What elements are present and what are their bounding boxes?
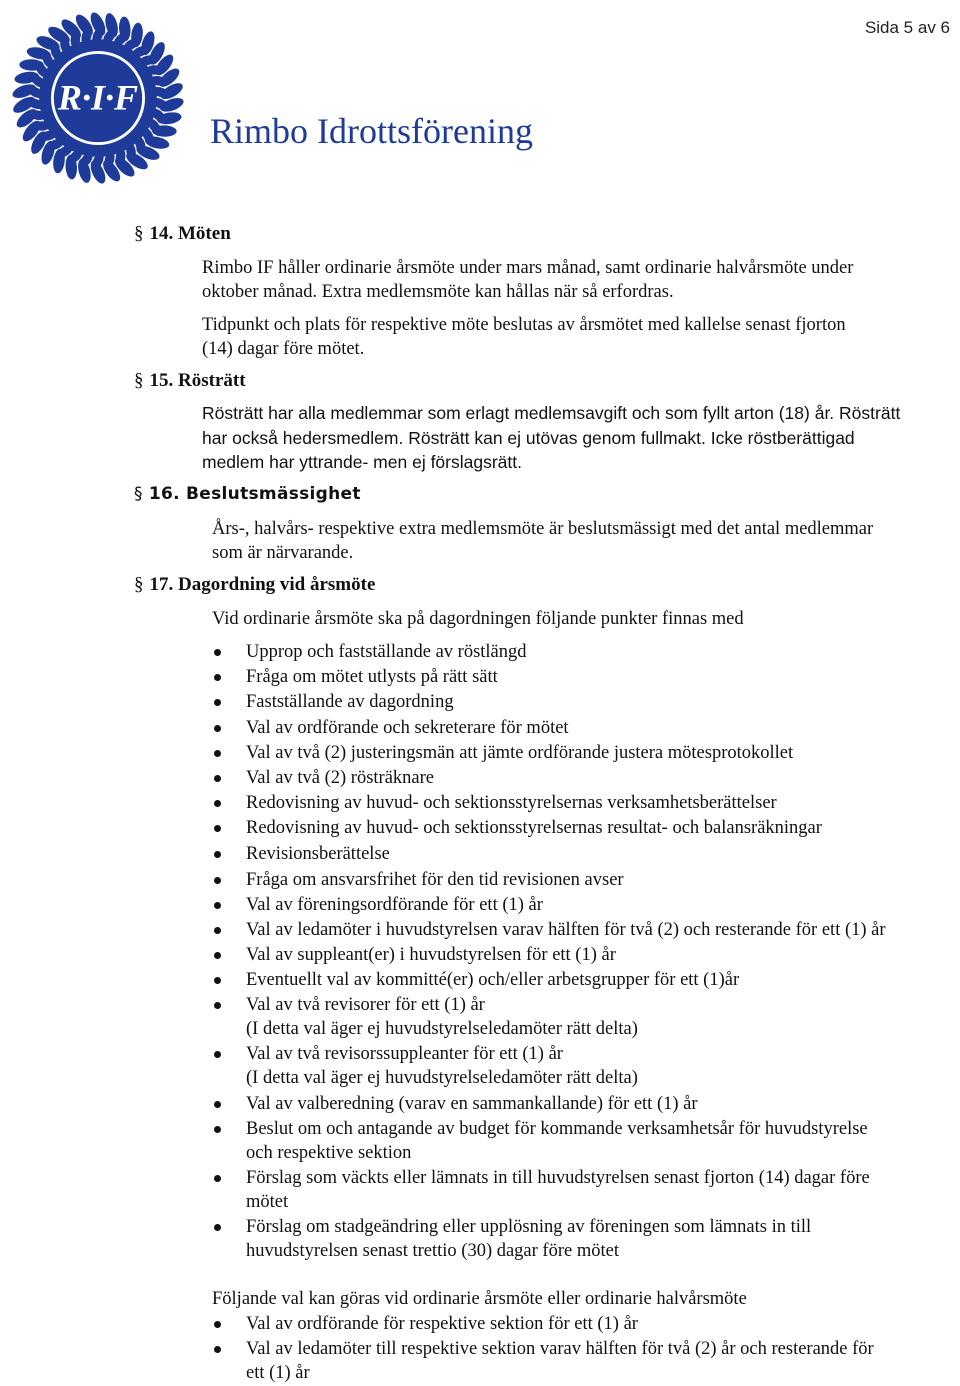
list-item: Val av två (2) rösträknare <box>246 766 434 790</box>
list-item: Revisionsberättelse <box>246 842 390 866</box>
section-17-heading: § 17. Dagordning vid årsmöte <box>134 574 376 595</box>
list-item-continuation: (I detta val äger ej huvudstyrelseledamöter rätt delta) <box>246 1019 638 1039</box>
list-item: Beslut om och antagande av budget för kommande verksamhetsår för huvudstyrelse <box>246 1117 868 1141</box>
bullet-icon <box>214 851 221 858</box>
club-logo <box>3 3 193 193</box>
list-item: Val av två revisorer för ett (1) år <box>246 993 485 1017</box>
section-14-heading: § 14. Möten <box>134 223 231 244</box>
section-16-paragraph: Års-, halvårs- respektive extra medlemsmöte är beslutsmässigt med det antal medlemmar som är närvarande. <box>212 519 874 563</box>
bullet-icon <box>214 825 221 832</box>
page-number: Sida 5 av 6 <box>864 18 950 37</box>
list-item: Redovisning av huvud- och sektionsstyrelsernas verksamhetsberättelser <box>246 791 777 815</box>
list-item: Fastställande av dagordning <box>246 690 454 714</box>
bullet-icon <box>214 750 221 757</box>
list-item-continuation: huvudstyrelsen senast trettio (30) dagar före mötet <box>246 1241 619 1261</box>
bullet-icon <box>214 649 221 656</box>
section-14-paragraph-1: Rimbo IF håller ordinarie årsmöte under mars månad, samt ordinarie halvårsmöte under oktober månad. Extra medlemsmöte kan hållas när så erfordras. <box>202 258 854 302</box>
section-symbol: § <box>134 223 144 244</box>
bullet-icon <box>214 674 221 681</box>
bullet-icon <box>214 927 221 934</box>
org-title: Rimbo Idrottsförening <box>210 111 533 151</box>
section-15-paragraph: Rösträtt har alla medlemmar som erlagt medlemsavgift och som fyllt arton (18) år. Rösträtt har också hedersmedlem. Rösträtt kan ej utövas genom fullmakt. Icke röstberättigad medlem har yttrande- men ej förslagsrätt. <box>202 403 901 472</box>
bullet-icon <box>214 699 221 706</box>
list-item-continuation: och respektive sektion <box>246 1143 412 1163</box>
list-item: Upprop och fastställande av röstlängd <box>246 640 527 664</box>
list-item: Förslag om stadgeändring eller upplösning av föreningen som lämnats in till <box>246 1215 811 1239</box>
bullet-icon <box>214 1175 221 1182</box>
bullet-icon <box>214 1346 221 1353</box>
list-item: Val av ordförande och sekreterare för mötet <box>246 716 569 740</box>
bullet-icon <box>214 1002 221 1009</box>
bullet-icon <box>214 725 221 732</box>
list-item: Förslag som väckts eller lämnats in till huvudstyrelsen senast fjorton (14) dagar före <box>246 1166 870 1190</box>
list-item: Val av valberedning (varav en sammankallande) för ett (1) år <box>246 1092 698 1116</box>
bullet-icon <box>214 1224 221 1231</box>
list-item: Val av ledamöter till respektive sektion varav hälften för två (2) år och resterande för <box>246 1337 874 1361</box>
bullet-icon <box>214 800 221 807</box>
list-item: Val av två revisorssuppleanter för ett (1) år <box>246 1042 563 1066</box>
list-item: Fråga om mötet utlysts på rätt sätt <box>246 665 498 689</box>
bullet-icon <box>214 877 221 884</box>
list-item: Val av ordförande för respektive sektion för ett (1) år <box>246 1312 638 1336</box>
bullet-icon <box>214 775 221 782</box>
bullet-icon <box>214 1321 221 1328</box>
extra-elections-intro: Följande val kan göras vid ordinarie årsmöte eller ordinarie halvårsmöte <box>212 1289 747 1309</box>
section-17-intro: Vid ordinarie årsmöte ska på dagordningen följande punkter finnas med <box>212 609 744 629</box>
bullet-icon <box>214 1101 221 1108</box>
list-item: Fråga om ansvarsfrihet för den tid revisionen avser <box>246 868 624 892</box>
bullet-icon <box>214 1126 221 1133</box>
bullet-icon <box>214 902 221 909</box>
list-item: Redovisning av huvud- och sektionsstyrelsernas resultat- och balansräkningar <box>246 816 822 840</box>
list-item: Eventuellt val av kommitté(er) och/eller arbetsgrupper för ett (1)år <box>246 968 739 992</box>
bullet-icon <box>214 952 221 959</box>
list-item: Val av två (2) justeringsmän att jämte ordförande justera mötesprotokollet <box>246 741 793 765</box>
list-item-continuation: mötet <box>246 1192 289 1212</box>
bullet-icon <box>214 1051 221 1058</box>
section-14-paragraph-2: Tidpunkt och plats för respektive möte beslutas av årsmötet med kallelse senast fjorton (14) dagar före mötet. <box>202 315 846 359</box>
list-item-continuation: ett (1) år <box>246 1363 310 1383</box>
list-item: Val av föreningsordförande för ett (1) år <box>246 893 543 917</box>
bullet-icon <box>214 977 221 984</box>
logo-lettering: R·I·F <box>57 77 139 118</box>
list-item: Val av ledamöter i huvudstyrelsen varav hälften för två (2) och resterande för ett (1) år <box>246 918 886 942</box>
section-15-heading: § 15. Rösträtt <box>134 370 246 391</box>
list-item: Val av suppleant(er) i huvudstyrelsen för ett (1) år <box>246 943 616 967</box>
list-item-continuation: (I detta val äger ej huvudstyrelseledamöter rätt delta) <box>246 1068 638 1088</box>
section-16-heading: § 16. Beslutsmässighet <box>134 484 361 504</box>
